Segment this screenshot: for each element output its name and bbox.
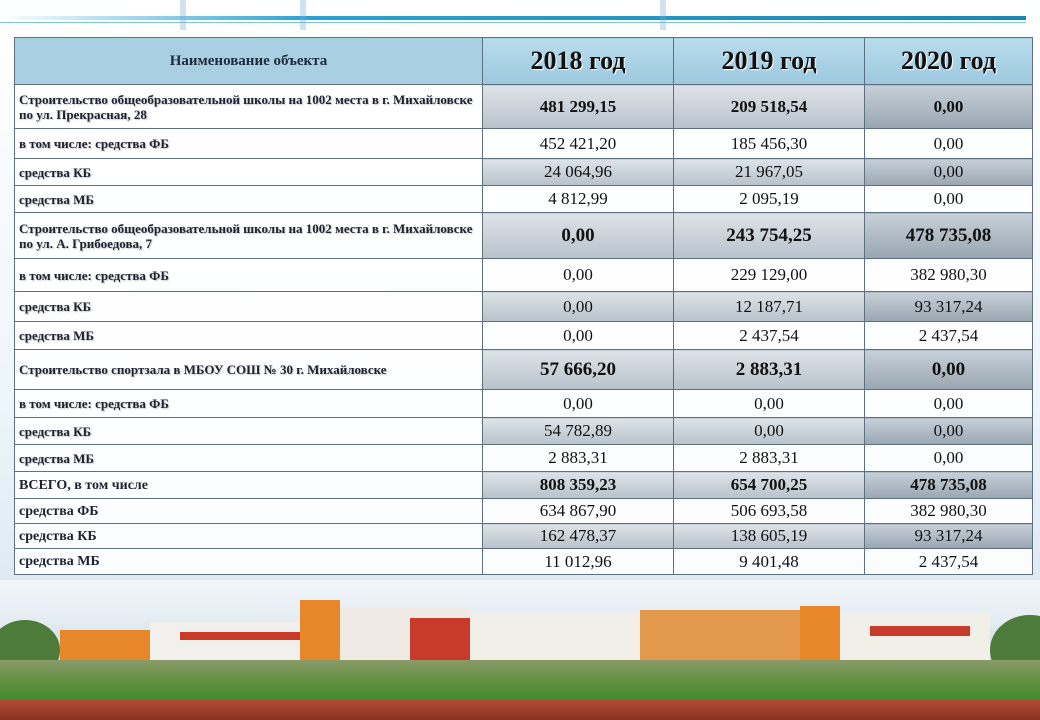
value-2020: 0,00 <box>865 418 1033 445</box>
value-2019: 209 518,54 <box>674 85 865 129</box>
value-2018: 24 064,96 <box>483 159 674 186</box>
header-object-name: Наименование объекта <box>15 38 483 85</box>
table-row <box>15 186 1033 213</box>
table-row <box>15 129 1033 159</box>
value-2018: 0,00 <box>483 213 674 259</box>
building-stripe <box>180 632 320 640</box>
value-2019: 138 605,19 <box>674 524 865 549</box>
table-row <box>15 322 1033 350</box>
value-2018: 0,00 <box>483 390 674 418</box>
header-year-2018: 2018 год <box>483 38 674 85</box>
value-2019: 229 129,00 <box>674 259 865 292</box>
value-2020: 0,00 <box>865 350 1033 390</box>
funding-table <box>14 37 1033 575</box>
value-2019: 21 967,05 <box>674 159 865 186</box>
row-label: средства МБ <box>15 186 483 213</box>
table-row <box>15 418 1033 445</box>
value-2019: 2 883,31 <box>674 350 865 390</box>
value-2020: 0,00 <box>865 85 1033 129</box>
value-2020: 93 317,24 <box>865 292 1033 322</box>
value-2018: 0,00 <box>483 259 674 292</box>
top-accent-thin-line <box>0 22 1026 23</box>
table-row <box>15 499 1033 524</box>
value-2020: 478 735,08 <box>865 213 1033 259</box>
value-2020: 382 980,30 <box>865 259 1033 292</box>
row-label: в том числе: средства ФБ <box>15 390 483 418</box>
table-row <box>15 85 1033 129</box>
row-label: средства КБ <box>15 292 483 322</box>
value-2019: 2 095,19 <box>674 186 865 213</box>
table-row <box>15 259 1033 292</box>
value-2019: 9 401,48 <box>674 549 865 575</box>
value-2020: 382 980,30 <box>865 499 1033 524</box>
value-2018: 808 359,23 <box>483 472 674 499</box>
header-year-2020: 2020 год <box>865 38 1033 85</box>
decor-stripe <box>660 0 666 30</box>
value-2019: 2 883,31 <box>674 445 865 472</box>
decor-stripe <box>180 0 186 30</box>
value-2018: 2 883,31 <box>483 445 674 472</box>
school-building-image <box>0 580 1040 720</box>
value-2018: 162 478,37 <box>483 524 674 549</box>
value-2018: 481 299,15 <box>483 85 674 129</box>
value-2020: 0,00 <box>865 186 1033 213</box>
table-row <box>15 445 1033 472</box>
value-2020: 0,00 <box>865 129 1033 159</box>
value-2018: 0,00 <box>483 322 674 350</box>
top-accent-line <box>0 16 1026 20</box>
row-label: Строительство общеобразовательной школы на 1002 места в г. Михайловске по ул. А. Грибоедова, 7 <box>15 213 483 259</box>
running-track <box>0 700 1040 720</box>
row-label: средства МБ <box>15 445 483 472</box>
decor-stripe <box>300 0 306 30</box>
value-2019: 0,00 <box>674 390 865 418</box>
value-2020: 478 735,08 <box>865 472 1033 499</box>
table-header-row <box>15 38 1033 85</box>
table-row <box>15 292 1033 322</box>
value-2018: 452 421,20 <box>483 129 674 159</box>
value-2019: 243 754,25 <box>674 213 865 259</box>
row-label: средства ФБ <box>15 499 483 524</box>
value-2020: 0,00 <box>865 390 1033 418</box>
value-2018: 0,00 <box>483 292 674 322</box>
table-row <box>15 472 1033 499</box>
value-2019: 654 700,25 <box>674 472 865 499</box>
table-row <box>15 159 1033 186</box>
row-label: средства КБ <box>15 524 483 549</box>
value-2019: 12 187,71 <box>674 292 865 322</box>
table-row <box>15 213 1033 259</box>
value-2020: 0,00 <box>865 159 1033 186</box>
table-row <box>15 390 1033 418</box>
value-2020: 2 437,54 <box>865 549 1033 575</box>
header-year-2019: 2019 год <box>674 38 865 85</box>
value-2018: 11 012,96 <box>483 549 674 575</box>
table-row <box>15 350 1033 390</box>
value-2020: 0,00 <box>865 445 1033 472</box>
row-label: ВСЕГО, в том числе <box>15 472 483 499</box>
table-row <box>15 549 1033 575</box>
building-stripe <box>870 626 970 636</box>
value-2019: 2 437,54 <box>674 322 865 350</box>
value-2019: 0,00 <box>674 418 865 445</box>
value-2019: 506 693,58 <box>674 499 865 524</box>
row-label: средства МБ <box>15 322 483 350</box>
value-2020: 93 317,24 <box>865 524 1033 549</box>
row-label: в том числе: средства ФБ <box>15 259 483 292</box>
row-label: Строительство спортзала в МБОУ СОШ № 30 г. Михайловске <box>15 350 483 390</box>
value-2018: 57 666,20 <box>483 350 674 390</box>
row-label: Строительство общеобразовательной школы на 1002 места в г. Михайловске по ул. Прекрасная, 28 <box>15 85 483 129</box>
value-2018: 4 812,99 <box>483 186 674 213</box>
row-label: средства МБ <box>15 549 483 575</box>
row-label: в том числе: средства ФБ <box>15 129 483 159</box>
value-2020: 2 437,54 <box>865 322 1033 350</box>
value-2018: 54 782,89 <box>483 418 674 445</box>
value-2019: 185 456,30 <box>674 129 865 159</box>
row-label: средства КБ <box>15 418 483 445</box>
table-row <box>15 524 1033 549</box>
value-2018: 634 867,90 <box>483 499 674 524</box>
row-label: средства КБ <box>15 159 483 186</box>
